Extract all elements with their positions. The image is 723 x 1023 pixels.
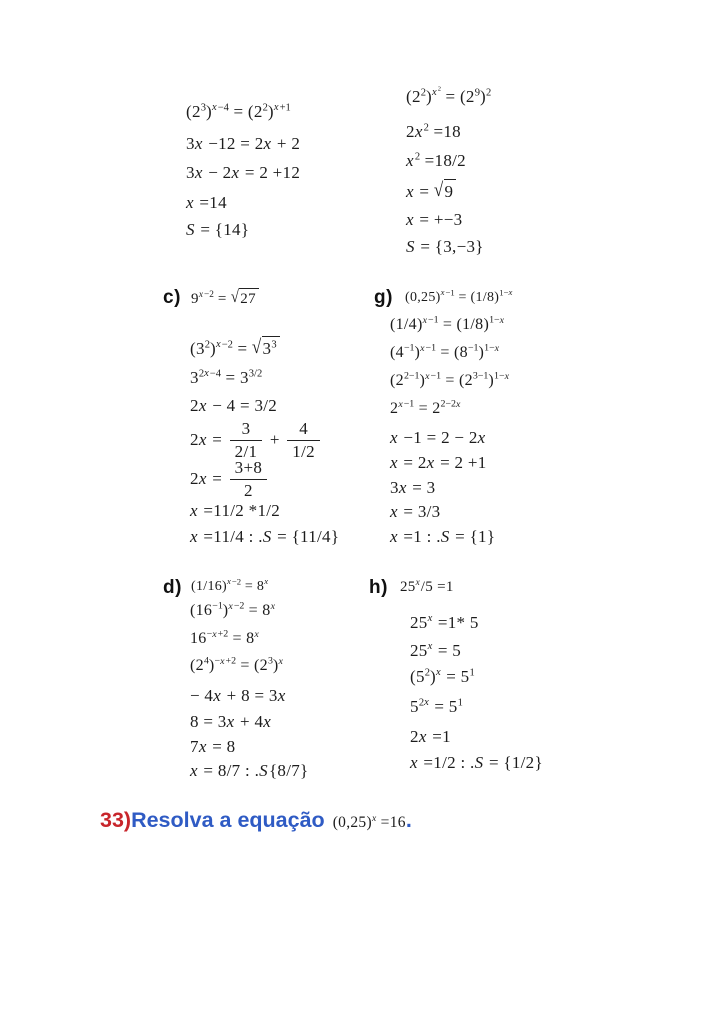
eq-a-1: $(2^3)^{x-4} = (2^2)^{x+1}$ — [186, 102, 291, 121]
eq-b-5: x = +−3 — [406, 210, 463, 229]
eq-h-0: $25^x/5 =1$ — [400, 578, 454, 595]
eq-g-5: x −1 = 2 − 2x — [390, 428, 486, 447]
eq-a-4: x =14 — [186, 193, 227, 212]
eq-g-6: x = 2x = 2 +1 — [390, 453, 487, 472]
eq-g-0: $(0,25)^{x-1} = (1/8)^{1-x}$ — [405, 287, 513, 305]
eq-d-2: $16^{-x+2} = 8^x$ — [190, 628, 259, 647]
section-h-label: h) — [369, 577, 388, 598]
eq-d-5: 8 = 3x + 4x — [190, 712, 272, 731]
question-33 — [100, 808, 412, 834]
eq-c-3: 2x − 4 = 3/2 — [190, 396, 278, 415]
eq-b-1: $(2^2)^{x^2} = (2^9)^2$ — [406, 85, 492, 106]
eq-h-4: $5^{2x} = 5^1$ — [410, 697, 463, 716]
eq-d-7: x = 8/7 : .S{8/7} — [190, 761, 309, 780]
eq-g-1: $(1/4)^{x-1} = (1/8)^{1-x}$ — [390, 314, 505, 333]
eq-a-2: 3x −12 = 2x + 2 — [186, 134, 301, 153]
eq-c-2: $3^{2x-4} = 3^{3/2}$ — [190, 368, 263, 387]
eq-b-2: $2x^2 =18$ — [406, 122, 461, 141]
section-c-label: c) — [163, 287, 181, 308]
eq-d-6: 7x = 8 — [190, 737, 236, 756]
eq-c-1: $(3^2)^{x-2} = √3^3$ — [190, 336, 280, 359]
eq-h-3: $(5^2)^x = 5^1$ — [410, 667, 475, 686]
eq-g-2: $(4^{-1})^{x-1} = (8^{-1})^{1-x}$ — [390, 342, 500, 361]
eq-a-5: S = {14} — [186, 220, 250, 239]
eq-a-3: 3x − 2x = 2 +12 — [186, 163, 301, 182]
eq-c-4: 2x = $\frac{3}{2/1}$ + $\frac{4}{1/2}$ — [190, 419, 323, 463]
eq-d-1: $(16^{-1})^{x-2} = 8^x$ — [190, 600, 276, 619]
eq-c-7: x =11/4 : .S = {11/4} — [190, 527, 340, 546]
eq-b-4: x = √9 — [406, 179, 456, 202]
eq-g-7: 3x = 3 — [390, 478, 436, 497]
eq-d-4: − 4x + 8 = 3x — [190, 686, 286, 705]
eq-h-5: 2x =1 — [410, 727, 451, 746]
eq-g-9: x =1 : .S = {1} — [390, 527, 496, 546]
eq-c-5: 2x = $\frac{3+8}{2}$ — [190, 458, 270, 502]
eq-h-1: $25^x =1*$ 5 — [410, 613, 479, 632]
eq-d-3: $(2^4)^{-x+2} = (2^3)^x$ — [190, 655, 283, 674]
eq-c-6: x =11/2 *1/2 — [190, 501, 281, 520]
eq-g-4: $2^{x-1} = 2^{2-2x}$ — [390, 398, 461, 417]
eq-h-6: x =1/2 : .S = {1/2} — [410, 753, 543, 772]
eq-b-3: $x^2 =18/2$ — [406, 151, 466, 170]
eq-b-6: S = {3,−3} — [406, 237, 484, 256]
eq-c-0: $9^{x-2} = √27$ — [191, 288, 259, 309]
eq-g-3: $(2^{2-1})^{x-1} = (2^{3-1})^{1-x}$ — [390, 370, 509, 389]
section-g-label: g) — [374, 287, 393, 308]
eq-d-0: $(1/16)^{x-2} = 8^x$ — [191, 576, 269, 594]
eq-h-2: $25^x = 5$ — [410, 641, 462, 660]
question-period: . — [405, 808, 412, 832]
question-equation: $(0,25)^x =16$ — [332, 812, 406, 831]
question-title: Resolva a equação — [131, 808, 325, 832]
eq-g-8: x = 3/3 — [390, 502, 441, 521]
section-d-label: d) — [163, 577, 182, 598]
question-number: 33) — [100, 808, 132, 832]
